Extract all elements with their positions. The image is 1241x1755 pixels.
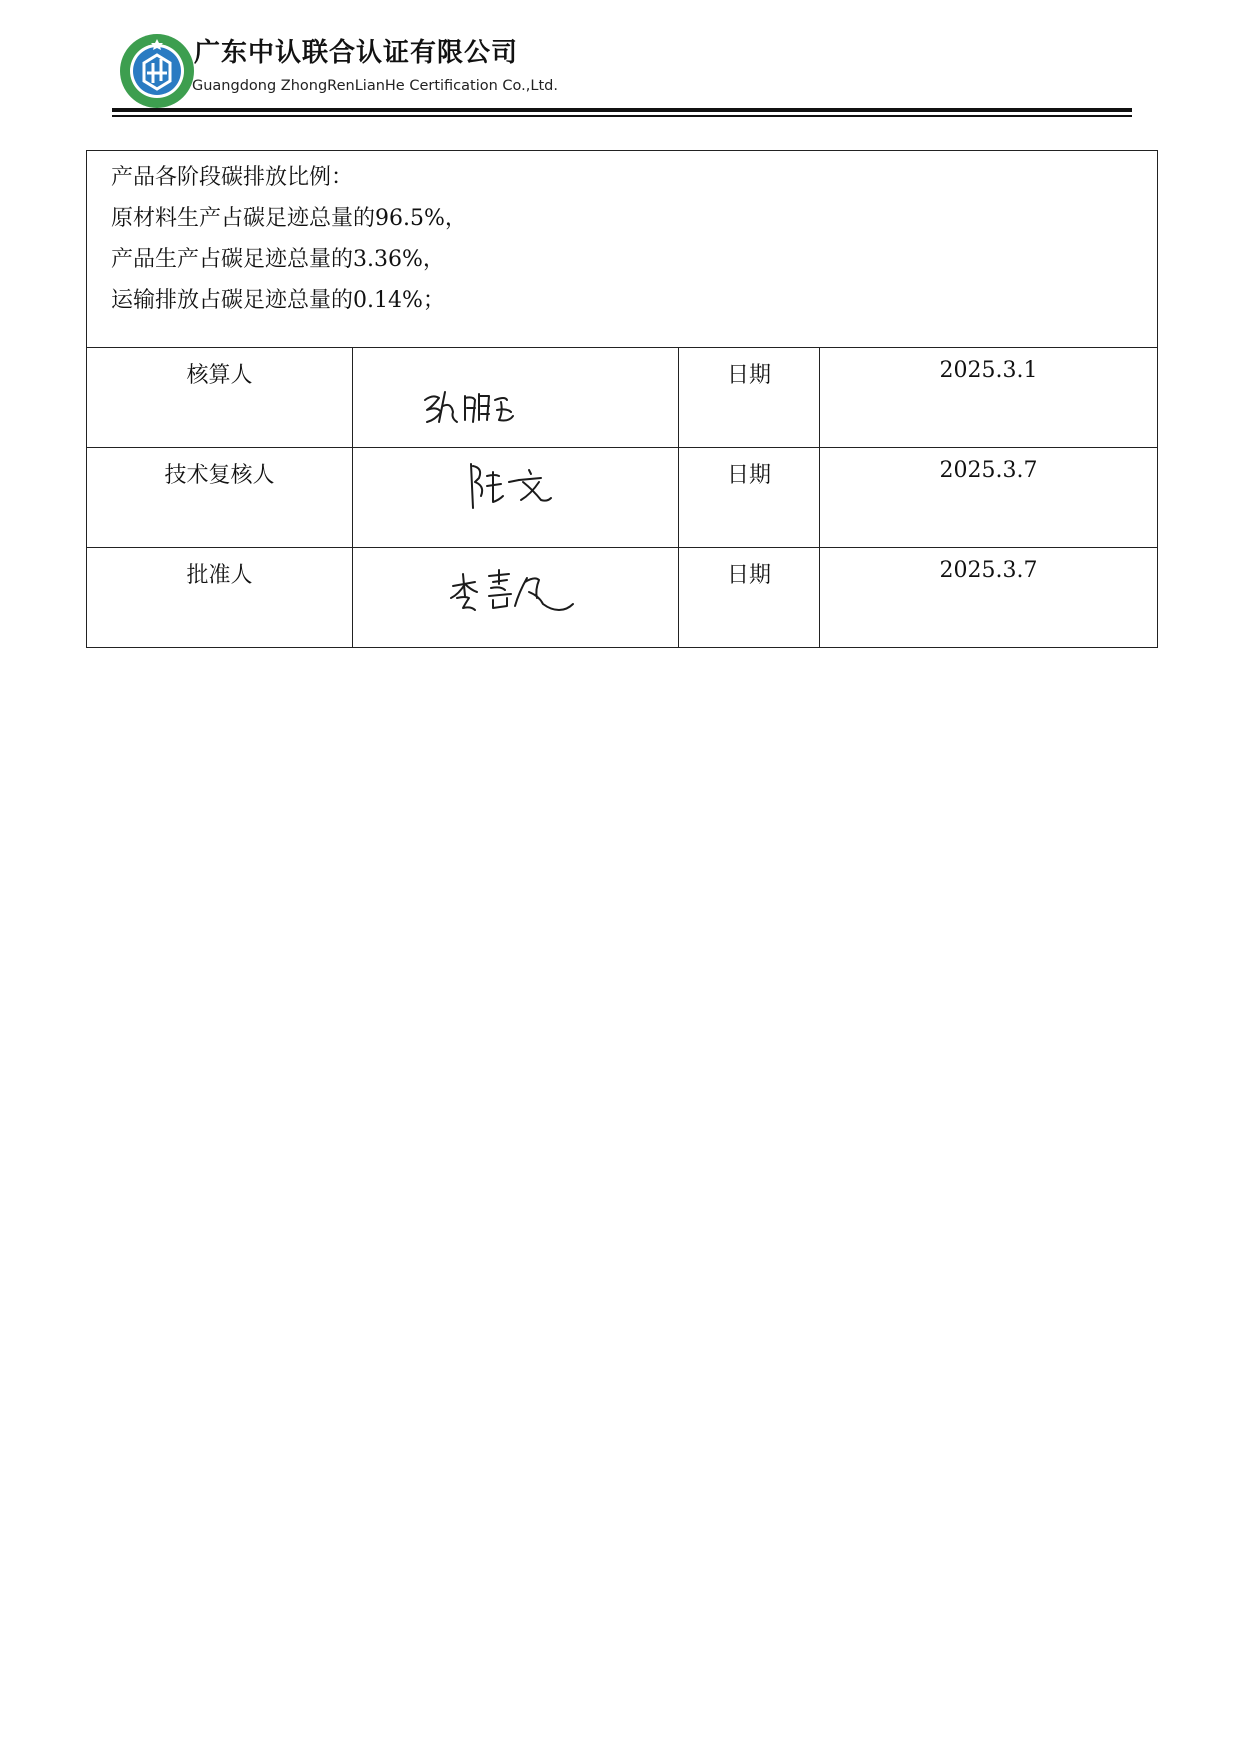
summary-line-transport: 运输排放占碳足迹总量的0.14%； bbox=[111, 288, 445, 313]
date-value: 2025.3.7 bbox=[820, 448, 1158, 548]
summary-line-raw-materials: 原材料生产占碳足迹总量的96.5%， bbox=[111, 206, 467, 231]
handwritten-signature-1 bbox=[353, 348, 678, 437]
letterhead bbox=[112, 28, 1132, 118]
signature-cell bbox=[353, 348, 679, 448]
signature-row-approver bbox=[87, 548, 1158, 648]
summary-line-production: 产品生产占碳足迹总量的3.36%， bbox=[111, 247, 445, 272]
handwritten-signature-3 bbox=[353, 548, 678, 637]
signature-row-reviewer bbox=[87, 448, 1158, 548]
emission-report-table bbox=[86, 150, 1158, 648]
date-value: 2025.3.7 bbox=[820, 548, 1158, 648]
summary-title: 产品各阶段碳排放比例： bbox=[111, 165, 354, 190]
signature-row-accountant bbox=[87, 348, 1158, 448]
company-logo-icon bbox=[119, 33, 195, 109]
signature-cell bbox=[353, 448, 679, 548]
date-label: 日期 bbox=[679, 548, 820, 648]
date-value: 2025.3.1 bbox=[820, 348, 1158, 448]
date-label: 日期 bbox=[679, 448, 820, 548]
date-label: 日期 bbox=[679, 348, 820, 448]
role-label: 核算人 bbox=[87, 348, 353, 448]
company-name-cn: 广东中认联合认证有限公司 bbox=[194, 38, 519, 68]
signature-cell bbox=[353, 548, 679, 648]
role-label: 技术复核人 bbox=[87, 448, 353, 548]
handwritten-signature-2 bbox=[353, 448, 678, 537]
emission-summary bbox=[87, 151, 1158, 348]
header-rule bbox=[112, 108, 1132, 112]
role-label: 批准人 bbox=[87, 548, 353, 648]
header-rule-thin bbox=[112, 115, 1132, 117]
company-name-en: Guangdong ZhongRenLianHe Certification Co.,Ltd. bbox=[192, 78, 558, 94]
summary-row bbox=[87, 151, 1158, 348]
